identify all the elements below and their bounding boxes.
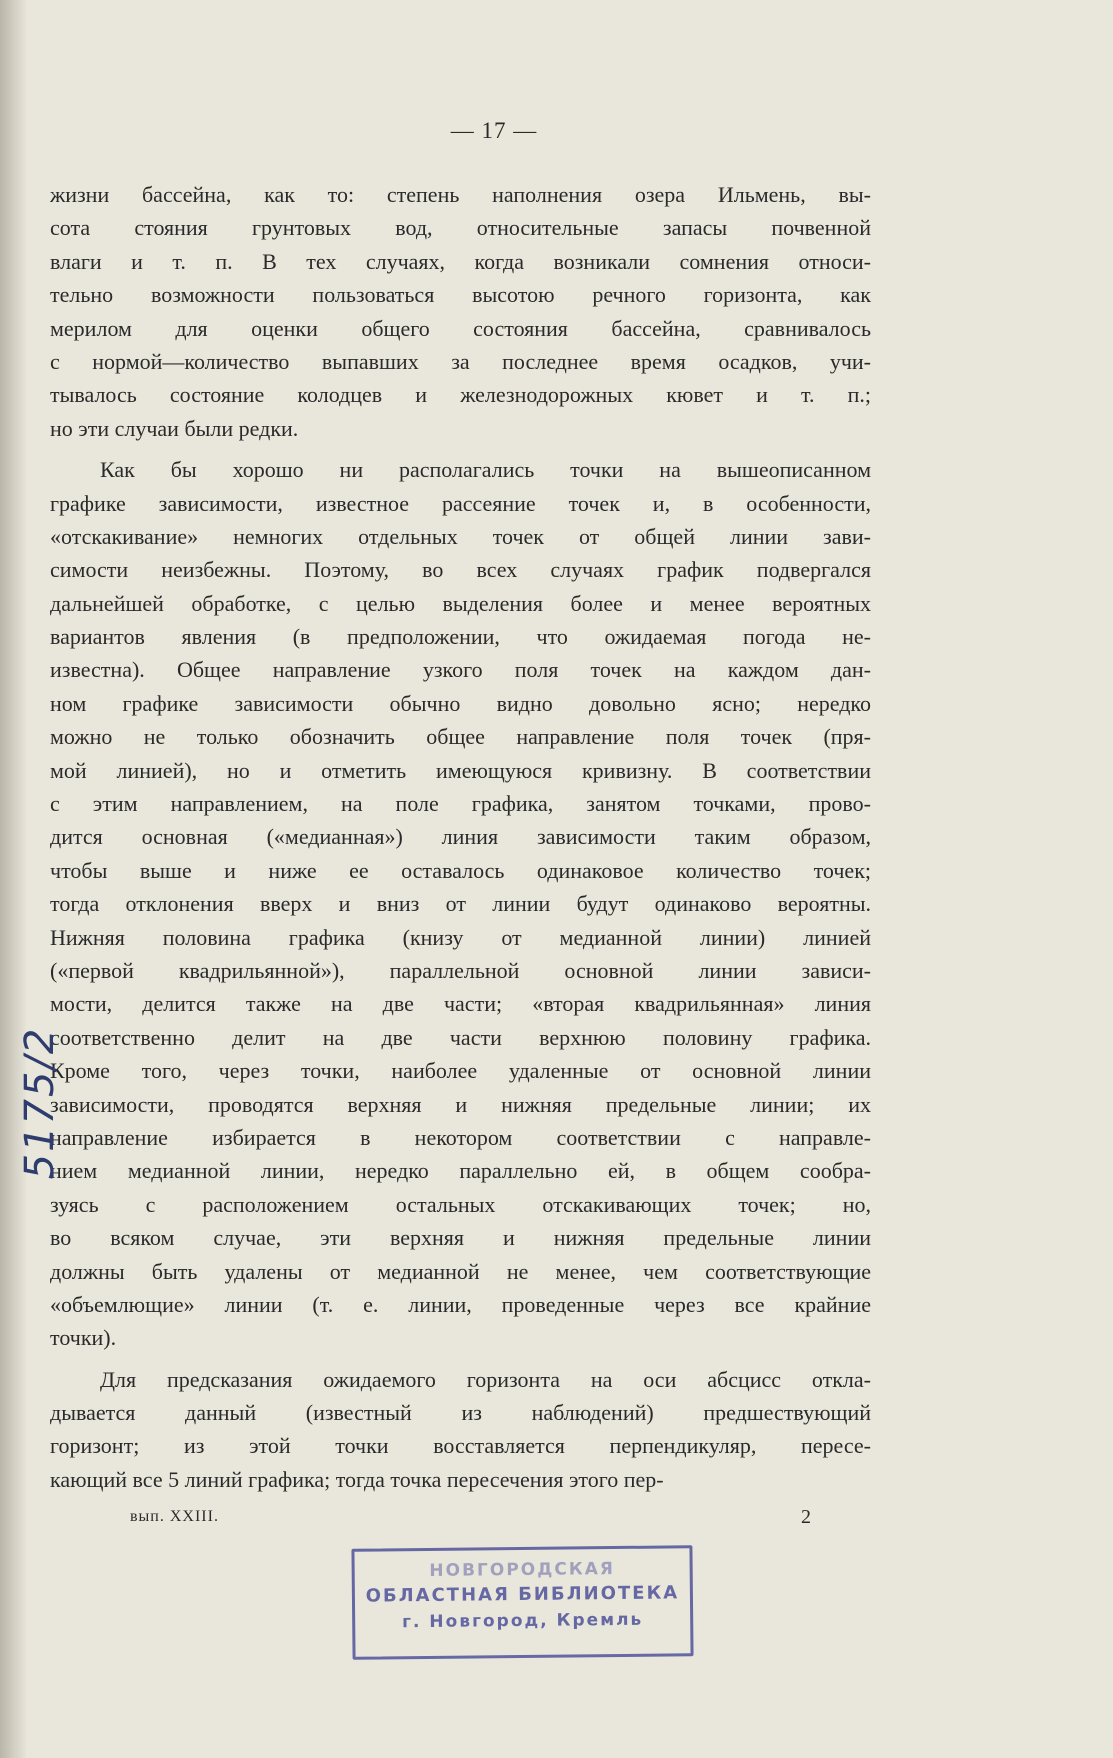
text-line: («первой квадрильянной»), параллельной основной линии зависи- <box>50 957 871 983</box>
text-line: дальнейшей обработке, с целью выделения более и менее вероятных <box>50 590 871 616</box>
text-line: кающий все 5 линий графика; тогда точка пересечения этого пер- <box>50 1466 664 1492</box>
text-line: «отскакивание» немногих отдельных точек от общей линии зави- <box>50 523 871 549</box>
text-line: нием медианной линии, нередко параллельно ей, в общем сообра- <box>50 1158 871 1184</box>
text-line: направление избирается в некотором соответствии с направле- <box>50 1124 871 1150</box>
text-line: горизонт; из этой точки восставляется перпендикуляр, пересе- <box>50 1433 871 1459</box>
text-line: мерилом для оценки общего состояния бассейна, сравнивалось <box>50 315 871 341</box>
handwritten-margin-note: 5175/2 <box>17 1026 63 1180</box>
text-line: Для предсказания ожидаемого горизонта на оси абсцисс откла- <box>100 1366 871 1392</box>
stamp-line-1: НОВГОРОДСКАЯ <box>429 1559 616 1581</box>
text-line: ном графике зависимости обычно видно довольно ясно; нередко <box>50 690 871 716</box>
text-line: дывается данный (известный из наблюдений) предшествующий <box>50 1400 871 1426</box>
text-line: но эти случаи были редки. <box>50 415 299 441</box>
text-line: графике зависимости, известное рассеяние точек и, в особенности, <box>50 490 871 516</box>
text-line: дится основная («медианная») линия зависимости таким образом, <box>50 824 871 850</box>
text-line: с этим направлением, на поле графика, занятом точками, прово- <box>50 791 871 817</box>
text-line: тельно возможности пользоваться высотою речного горизонта, как <box>50 282 871 308</box>
page-number: — 17 — <box>450 118 538 143</box>
text-line: мой линией), но и отметить имеющуюся кривизну. В соответствии <box>50 757 871 783</box>
text-line: «объемлющие» линии (т. е. линии, проведенные через все крайние <box>50 1291 871 1317</box>
text-line: во всяком случае, эти верхняя и нижняя предельные линии <box>50 1225 871 1251</box>
text-line: тогда отклонения вверх и вниз от линии будут одинаково вероятны. <box>50 891 871 917</box>
text-line: мости, делится также на две части; «вторая квадрильянная» линия <box>50 991 871 1017</box>
text-line: можно не только обозначить общее направление поля точек (пря- <box>50 724 871 750</box>
text-line: влаги и т. п. В тех случаях, когда возникали сомнения относи- <box>50 248 871 274</box>
text-line: должны быть удалены от медианной не менее, чем соответствующие <box>50 1258 871 1284</box>
book-binding-edge <box>0 0 26 1758</box>
text-line: Кроме того, через точки, наиболее удаленные от основной линии <box>50 1058 871 1084</box>
text-line: зуясь с расположением остальных отскакивающих точек; но, <box>50 1191 871 1217</box>
text-line: точки). <box>50 1325 117 1351</box>
text-line: соответственно делит на две части верхнюю половину графика. <box>50 1024 871 1050</box>
text-line: зависимости, проводятся верхняя и нижняя предельные линии; их <box>50 1091 871 1117</box>
text-line: с нормой—количество выпавших за последнее время осадков, учи- <box>50 348 871 374</box>
text-line: тывалось состояние колодцев и железнодорожных кювет и т. п.; <box>50 382 871 408</box>
body-text <box>50 178 871 1496</box>
text-line: Как бы хорошо ни располагались точки на вышеописанном <box>100 457 871 483</box>
text-line: жизни бассейна, как то: степень наполнения озера Ильмень, вы- <box>50 182 871 207</box>
library-stamp <box>351 1545 693 1660</box>
stamp-line-2: ОБЛАСТНАЯ БИБЛИОТЕКА <box>365 1582 680 1607</box>
text-line: вариантов явления (в предположении, что ожидаемая погода не- <box>50 624 871 650</box>
text-line: известна). Общее направление узкого поля точек на каждом дан- <box>50 657 871 683</box>
signature-mark: вып. XXIII. <box>130 1508 219 1525</box>
text-line: сота стояния грунтовых вод, относительные запасы почвенной <box>50 215 871 241</box>
stamp-line-3: г. Новгород, Кремль <box>402 1609 644 1633</box>
text-line: симости неизбежны. Поэтому, во всех случаях график подвергался <box>50 557 871 583</box>
text-line: Нижняя половина графика (книзу от медианной линии) линией <box>50 924 871 950</box>
sheet-number: 2 <box>801 1506 811 1528</box>
page-footer <box>50 1508 871 1532</box>
text-line: чтобы выше и ниже ее оставалось одинаковое количество точек; <box>50 857 871 883</box>
